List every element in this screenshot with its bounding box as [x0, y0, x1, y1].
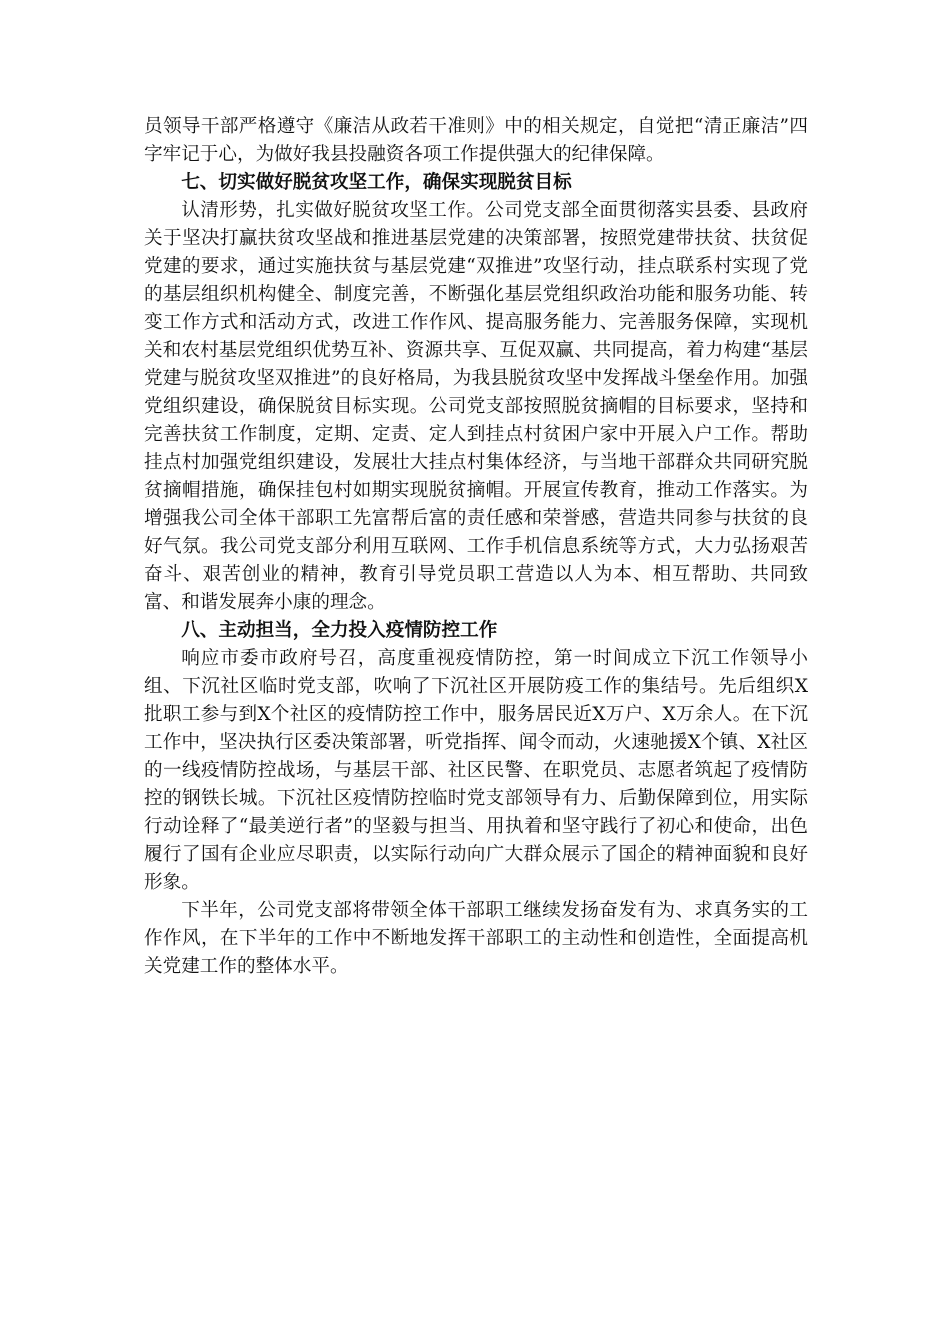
paragraph-second-half-plan: 下半年，公司党支部将带领全体干部职工继续发扬奋发有为、求真务实的工作作风，在下半年的工作中不断地发挥干部职工的主动性和创造性，全面提高机关党建工作的整体水平。 [144, 900, 808, 977]
paragraph-poverty-alleviation: 认清形势，扎实做好脱贫攻坚工作。公司党支部全面贯彻落实县委、县政府关于坚决打赢扶贫攻坚战和推进基层党建的决策部署，按照党建带扶贫、扶贫促党建的要求，通过实施扶贫与基层党建“双推进”攻坚行动，挂点联系村实现了党的基层组织机构健全、制度完善，不断强化基层党组织政治功能和服务功能、转变工作方式和活动方式，改进工作作风、提高服务能力、完善服务保障，实现机关和农村基层党组织优势互补、资源共享、互促双赢、共同提高，着力构建“基层党建与脱贫攻坚双推进”的良好格局，为我县脱贫攻坚中发挥战斗堡垒作用。加强党组织建设，确保脱贫目标实现。公司党支部按照脱贫摘帽的目标要求，坚持和完善扶贫工作制度，定期、定责、定人到挂点村贫困户家中开展入户工作。帮助挂点村加强党组织建设，发展壮大挂点村集体经济，与当地干部群众共同研究脱贫摘帽措施，确保挂包村如期实现脱贫摘帽。开展宣传教育，推动工作落实。为增强我公司全体干部职工先富帮后富的责任感和荣誉感，营造共同参与扶贫的良好气氛。我公司党支部分利用互联网、工作手机信息系统等方式，大力弘扬艰苦奋斗、艰苦创业的精神，教育引导党员职工营造以人为本、相互帮助、共同致富、和谐发展奔小康的理念。 [144, 200, 808, 613]
paragraph-discipline-continuation: 员领导干部严格遵守《廉洁从政若干准则》中的相关规定，自觉把“清正廉洁”四字牢记于心，为做好我县投融资各项工作提供强大的纪律保障。 [144, 116, 808, 165]
paragraph-epidemic-control: 响应市委市政府号召，高度重视疫情防控，第一时间成立下沉工作领导小组、下沉社区临时党支部，吹响了下沉社区开展防疫工作的集结号。先后组织X批职工参与到X个社区的疫情防控工作中，服务居民近X万户、X万余人。在下沉工作中，坚决执行区委决策部署，听党指挥、闻令而动，火速驰援X个镇、X社区的一线疫情防控战场，与基层干部、社区民警、在职党员、志愿者筑起了疫情防控的钢铁长城。下沉社区疫情防控临时党支部领导有力、后勤保障到位，用实际行动诠释了“最美逆行者”的坚毅与担当、用执着和坚守践行了初心和使命，出色履行了国有企业应尽职责，以实际行动向广大群众展示了国企的精神面貌和良好形象。 [144, 648, 808, 893]
section-heading-epidemic-control: 八、主动担当，全力投入疫情防控工作 [181, 620, 498, 641]
section-heading-poverty-alleviation: 七、切实做好脱贫攻坚工作，确保实现脱贫目标 [181, 172, 572, 193]
document-page [144, 113, 808, 981]
